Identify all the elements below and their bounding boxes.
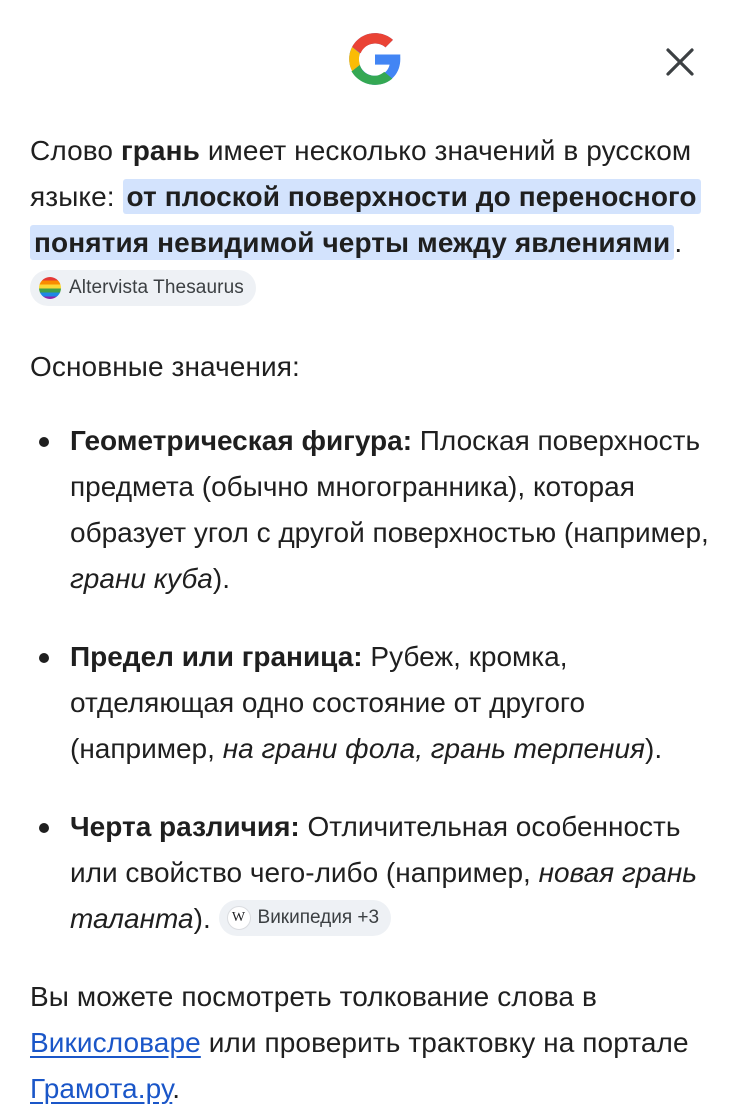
meaning-end: ). [212, 563, 230, 594]
altervista-icon [38, 276, 62, 300]
intro-suffix: . [674, 227, 683, 258]
meanings-list [30, 418, 720, 942]
ai-answer [30, 128, 720, 1112]
wikipedia-icon: W [227, 906, 251, 930]
list-item [30, 418, 720, 602]
source-chip-altervista[interactable] [30, 270, 256, 306]
meaning-example: на грани фола, грань терпения [222, 733, 645, 764]
google-g-icon [344, 28, 406, 90]
intro-middle: имеет несколько значений в русском языке: [30, 135, 692, 212]
intro-paragraph [30, 128, 720, 312]
gramota-link[interactable]: Грамота.ру [30, 1073, 173, 1104]
bullet [39, 653, 49, 663]
meaning-text: Отличительная особенность или свойство чего-либо (например, [70, 811, 681, 888]
meaning-term: Черта различия: [70, 811, 300, 842]
close-button[interactable] [652, 34, 708, 90]
list-item [30, 634, 720, 772]
meaning-term: Предел или граница: [70, 641, 363, 672]
meaning-example: грани куба [70, 563, 213, 594]
bullet [39, 437, 49, 447]
source-chip-label: Altervista Thesaurus [69, 276, 244, 298]
bullet [39, 823, 49, 833]
intro-highlight: от плоской поверхности до переносного понятия невидимой черты между явлениями [30, 179, 701, 260]
footer-paragraph [30, 974, 720, 1112]
header [0, 0, 750, 120]
meaning-term: Геометрическая фигура: [70, 425, 413, 456]
meaning-end: ). [193, 903, 211, 934]
list-item [30, 804, 720, 942]
meaning-example: новая грань таланта [70, 857, 697, 934]
section-title: Основные значения: [30, 351, 300, 382]
source-chip-label: Википедия +3 [257, 906, 380, 928]
close-icon [665, 47, 695, 77]
intro-prefix: Слово [30, 135, 121, 166]
footer-text: Вы можете посмотреть толкование слова в [30, 981, 597, 1012]
wiktionary-link[interactable]: Викисловаре [30, 1027, 201, 1058]
footer-text: или проверить трактовку на портале [200, 1027, 689, 1058]
meaning-end: ). [645, 733, 663, 764]
footer-text: . [172, 1073, 181, 1104]
meaning-text: Рубеж, кромка, отделяющая одно состояние от другого (например, [70, 641, 586, 764]
intro-word: грань [120, 135, 200, 166]
meaning-text: Плоская поверхность предмета (обычно многогранника), которая образует угол с другой поверхностью (например, [70, 425, 709, 548]
source-chip-wikipedia[interactable] [219, 900, 392, 936]
